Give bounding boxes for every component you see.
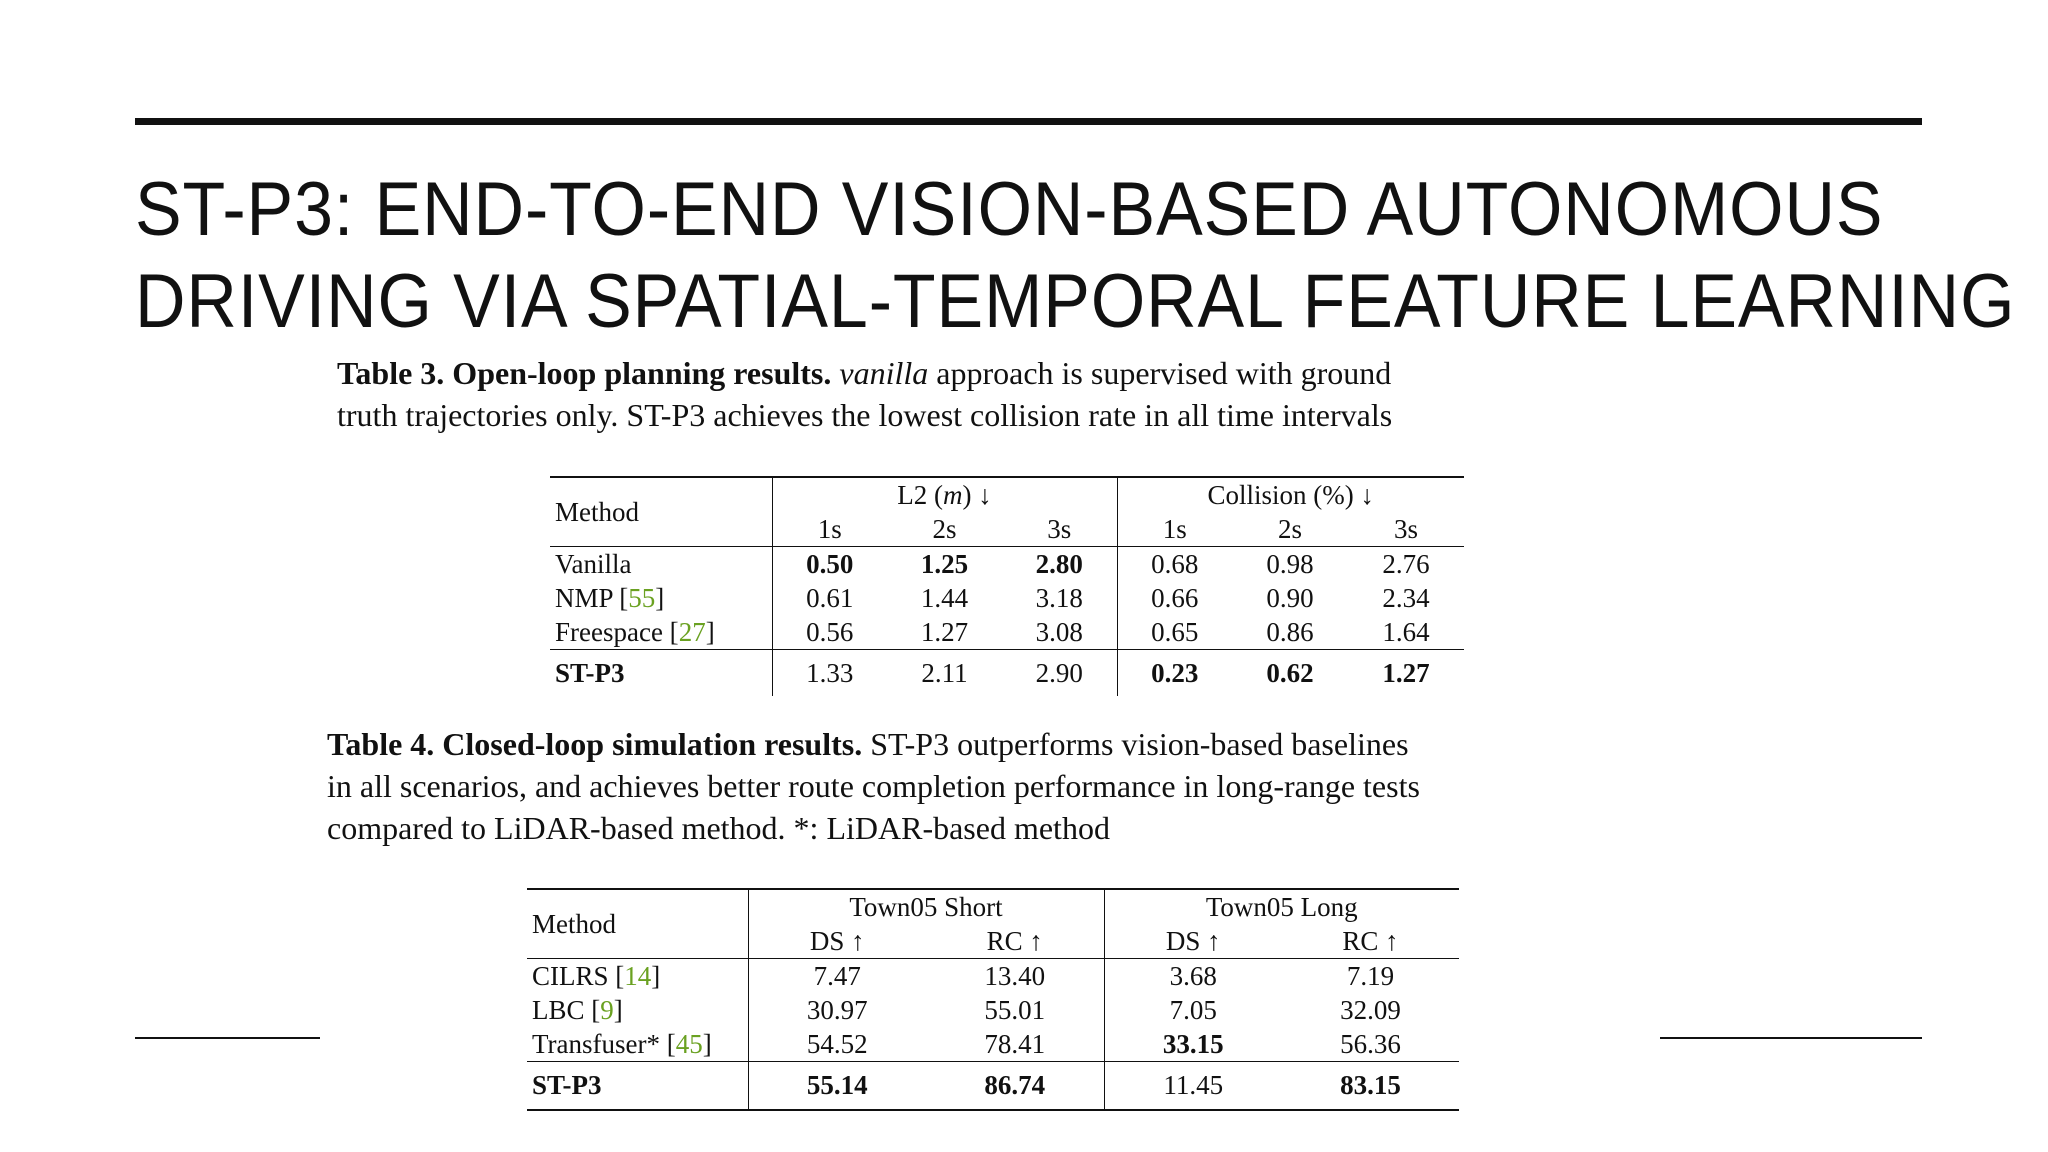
slide-title bbox=[135, 164, 2016, 348]
footer-rule-left bbox=[135, 1037, 320, 1039]
l2-group-header: L2 (m) ↓ bbox=[772, 477, 1117, 512]
long-rc-header: RC ↑ bbox=[1342, 926, 1399, 956]
method-cell: ST-P3 bbox=[527, 1062, 748, 1110]
value-cell: 0.86 bbox=[1266, 617, 1314, 647]
closed-loop-results-table bbox=[527, 888, 1459, 1111]
ours-row bbox=[527, 1062, 1459, 1110]
value-cell: 0.65 bbox=[1151, 617, 1199, 647]
l2-3s-header: 3s bbox=[1002, 512, 1117, 547]
table-row bbox=[527, 959, 1459, 994]
title-top-rule bbox=[135, 118, 1922, 125]
value-cell: 11.45 bbox=[1104, 1062, 1282, 1110]
town05-long-header: Town05 Long bbox=[1104, 889, 1459, 924]
citation-link[interactable]: 45 bbox=[675, 1029, 703, 1059]
value-cell: 86.74 bbox=[926, 1062, 1104, 1110]
value-cell: 30.97 bbox=[806, 995, 868, 1025]
value-cell: 0.62 bbox=[1232, 650, 1348, 696]
table4-caption bbox=[327, 723, 1420, 849]
short-rc-header: RC ↑ bbox=[926, 924, 1104, 959]
table-row bbox=[550, 547, 1464, 582]
collision-2s-header: 2s bbox=[1277, 514, 1302, 544]
method-name: Vanilla bbox=[555, 549, 632, 579]
long-ds-header: DS ↑ bbox=[1165, 926, 1221, 956]
method-cell bbox=[550, 547, 772, 582]
citation-link[interactable]: 27 bbox=[678, 617, 706, 647]
value-cell: 3.08 bbox=[1002, 615, 1117, 650]
method-cell: CILRS [14] bbox=[527, 959, 748, 994]
method-cell: Freespace [27] bbox=[550, 615, 772, 650]
value-cell: 0.56 bbox=[806, 617, 854, 647]
value-cell: 0.68 bbox=[1117, 547, 1232, 582]
method-cell: ST-P3 bbox=[550, 650, 772, 696]
value-cell: 1.64 bbox=[1382, 617, 1430, 647]
table-row bbox=[527, 1027, 1459, 1062]
value-cell: 33.15 bbox=[1162, 1029, 1224, 1059]
value-cell: 2.76 bbox=[1348, 547, 1464, 582]
collision-group-header: Collision (%) ↓ bbox=[1117, 477, 1464, 512]
value-cell: 1.27 bbox=[920, 617, 969, 647]
value-cell: 32.09 bbox=[1340, 995, 1401, 1025]
value-cell: 0.66 bbox=[1151, 583, 1199, 613]
table-header-row bbox=[527, 889, 1459, 924]
value-cell: 56.36 bbox=[1340, 1029, 1401, 1059]
value-cell: 13.40 bbox=[926, 959, 1104, 994]
slide-title-line-2: DRIVING VIA SPATIAL-TEMPORAL FEATURE LEARNING bbox=[135, 259, 2016, 344]
table3-caption bbox=[337, 352, 1392, 436]
town05-short-header: Town05 Short bbox=[748, 889, 1104, 924]
table3-caption-emphasis: vanilla bbox=[839, 355, 929, 391]
method-name: Freespace [ bbox=[555, 617, 679, 647]
value-cell: 2.80 bbox=[1002, 547, 1117, 582]
l2-2s-header: 2s bbox=[932, 514, 957, 544]
value-cell: 54.52 bbox=[806, 1029, 868, 1059]
method-name: NMP [ bbox=[555, 583, 629, 613]
l2-1s-header: 1s bbox=[817, 514, 842, 544]
table-row bbox=[550, 581, 1464, 615]
value-cell: 55.01 bbox=[926, 993, 1104, 1027]
value-cell: 1.27 bbox=[1348, 650, 1464, 696]
method-header: Method bbox=[550, 477, 772, 547]
slide-title-line-1: ST-P3: END-TO-END VISION-BASED AUTONOMOUS bbox=[135, 167, 1884, 252]
value-cell: 1.25 bbox=[887, 547, 1002, 582]
table4-caption-line-3: compared to LiDAR-based method. *: LiDAR-based method bbox=[327, 810, 1110, 846]
value-cell: 2.90 bbox=[1002, 650, 1117, 696]
table4-caption-line-1 bbox=[327, 723, 1420, 765]
collision-3s-header: 3s bbox=[1393, 514, 1418, 544]
value-cell: 78.41 bbox=[926, 1027, 1104, 1062]
value-cell: 0.50 bbox=[772, 547, 887, 582]
value-cell: 7.05 bbox=[1169, 995, 1217, 1025]
citation-link[interactable]: 55 bbox=[628, 583, 656, 613]
open-loop-results-table bbox=[550, 476, 1464, 696]
value-cell: 3.18 bbox=[1002, 581, 1117, 615]
citation-link[interactable]: 14 bbox=[624, 961, 652, 991]
value-cell: 1.44 bbox=[920, 583, 969, 613]
table4-caption-label: Table 4. Closed-loop simulation results. bbox=[327, 726, 863, 762]
value-cell: 2.34 bbox=[1382, 583, 1430, 613]
table3-caption-line-2: truth trajectories only. ST-P3 achieves the lowest collision rate in all time intervals bbox=[337, 397, 1393, 433]
value-cell: 0.23 bbox=[1117, 650, 1232, 696]
short-ds-header: DS ↑ bbox=[809, 926, 865, 956]
value-cell: 1.33 bbox=[772, 650, 887, 696]
table-header-row bbox=[550, 477, 1464, 512]
method-header: Method bbox=[527, 889, 748, 959]
table4-caption-line-2: in all scenarios, and achieves better route completion performance in long-range tests bbox=[327, 768, 1420, 804]
table3-caption-line-1-rest: approach is supervised with ground bbox=[928, 355, 1392, 391]
value-cell: 0.90 bbox=[1266, 583, 1314, 613]
method-cell: LBC [9] bbox=[527, 993, 748, 1027]
value-cell: 55.14 bbox=[748, 1062, 926, 1110]
value-cell: 83.15 bbox=[1282, 1062, 1459, 1110]
ours-row bbox=[550, 650, 1464, 696]
table-row bbox=[527, 993, 1459, 1027]
table3-caption-line-1 bbox=[337, 352, 1392, 394]
value-cell: 2.11 bbox=[887, 650, 1002, 696]
citation-link[interactable]: 9 bbox=[600, 995, 614, 1025]
method-name: LBC [ bbox=[532, 995, 601, 1025]
value-cell: 7.47 bbox=[748, 959, 926, 994]
method-name: CILRS [ bbox=[532, 961, 625, 991]
method-cell: Transfuser* [45] bbox=[527, 1027, 748, 1062]
table4-caption-line-1-rest: ST-P3 outperforms vision-based baselines bbox=[862, 726, 1409, 762]
method-cell: NMP [55] bbox=[550, 581, 772, 615]
value-cell: 3.68 bbox=[1104, 959, 1282, 994]
value-cell: 7.19 bbox=[1282, 959, 1459, 994]
table3-caption-label: Table 3. Open-loop planning results. bbox=[337, 355, 832, 391]
table-row bbox=[550, 615, 1464, 650]
collision-1s-header: 1s bbox=[1162, 514, 1187, 544]
footer-rule-right bbox=[1660, 1037, 1922, 1039]
value-cell: 0.61 bbox=[806, 583, 854, 613]
method-name: Transfuser* [ bbox=[532, 1029, 676, 1059]
value-cell: 0.98 bbox=[1232, 547, 1348, 582]
